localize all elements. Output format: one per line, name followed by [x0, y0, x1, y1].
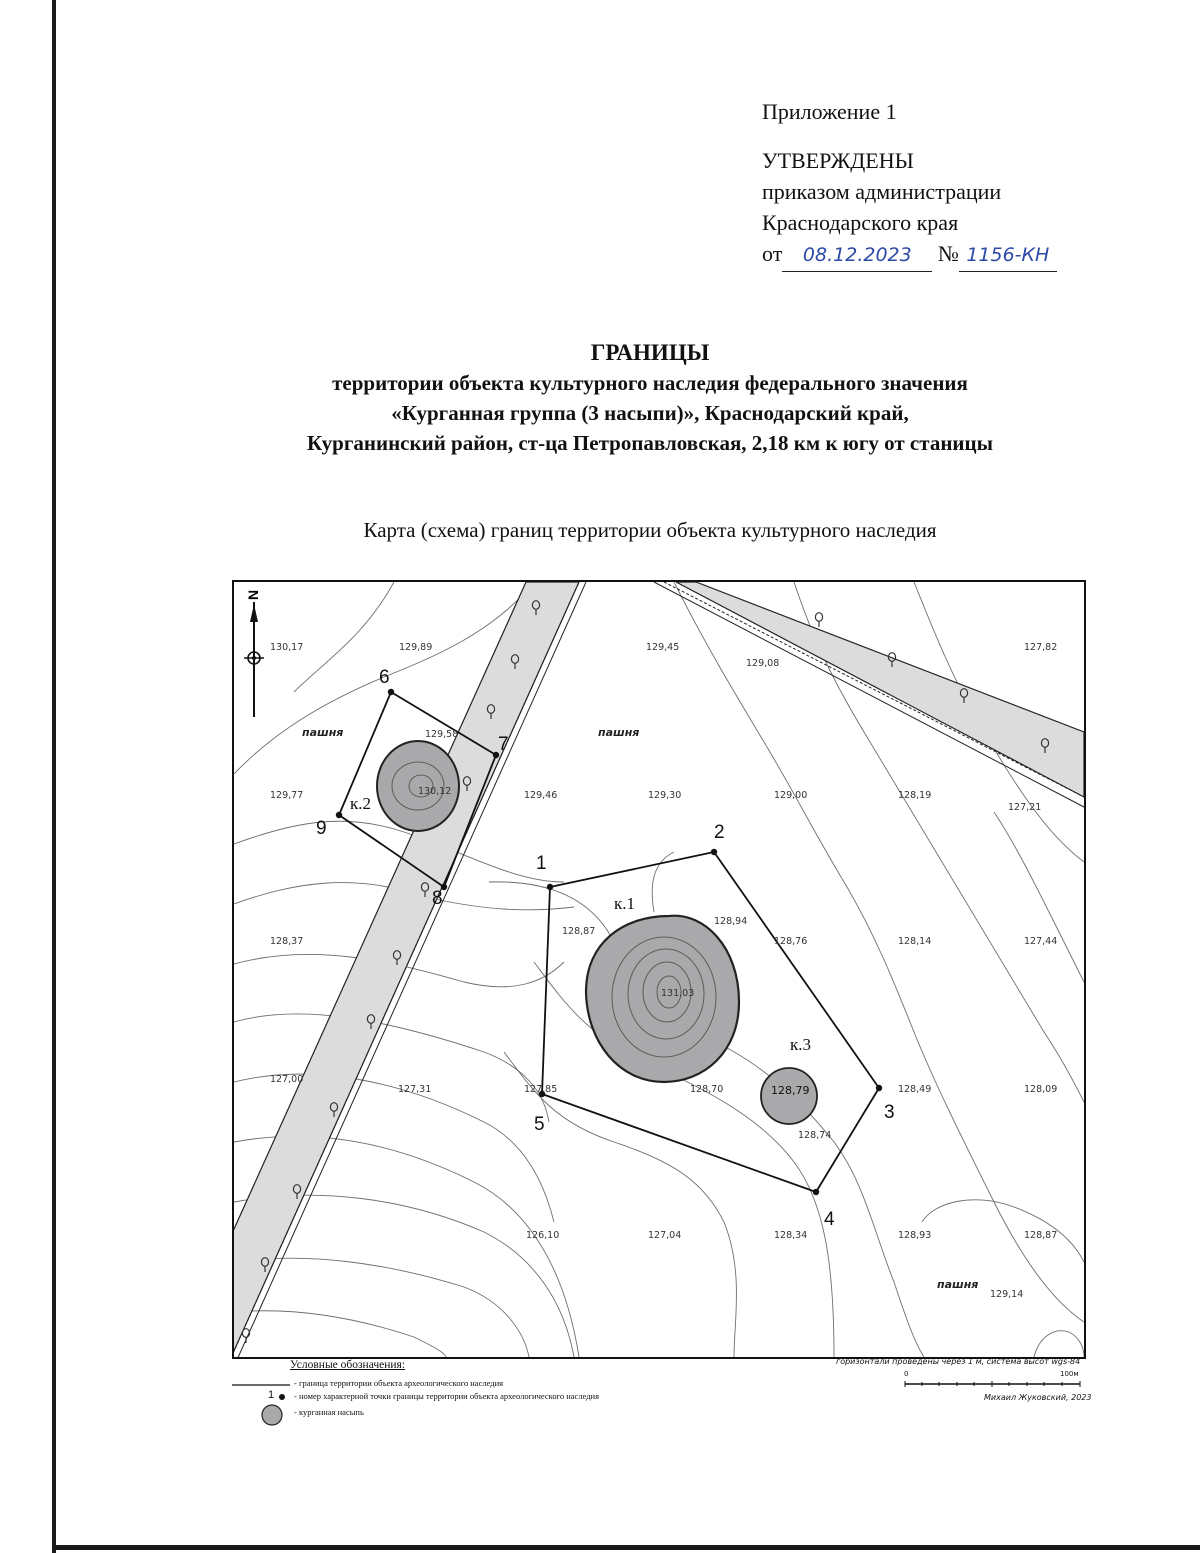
point-marker-icon [277, 1392, 287, 1402]
contour-note: горизонтали проведены через 1 м, система высот wgs-84 [836, 1357, 1081, 1366]
elevation-mark: 129,45 [646, 642, 680, 653]
elevation-mark: 129,00 [774, 790, 808, 801]
land-label: пашня [302, 726, 344, 739]
scale-max: 100м [1060, 1370, 1079, 1378]
elevation-mark: 127,04 [648, 1230, 682, 1241]
elevation-mark: 128,14 [898, 936, 932, 947]
mound-label-k3: к.3 [790, 1035, 812, 1054]
title-line-1: территории объекта культурного наследия федерального значения [332, 371, 968, 395]
elevation-mark: 128,09 [1024, 1084, 1058, 1095]
legend-point-number: 1 [268, 1389, 275, 1401]
elevation-mark: 128,93 [898, 1230, 932, 1241]
approval-date: 08.12.2023 [782, 240, 932, 272]
from-label: от [762, 241, 783, 266]
point-marker [336, 812, 342, 818]
elevation-mark: 128,87 [1024, 1230, 1058, 1241]
map-canvas [234, 582, 1084, 1357]
elevation-mark: 127,21 [1008, 802, 1042, 813]
map-author: Михаил Жуковский, 2023 [984, 1393, 1092, 1402]
elevation-mark: 128,79 [771, 1084, 810, 1097]
point-number-6: 6 [379, 667, 390, 688]
title-line-2: «Курганная группа (3 насыпи)», Краснодарский край, [391, 401, 909, 425]
elevation-mark: 128,87 [562, 926, 596, 937]
elevation-mark: 129,46 [524, 790, 558, 801]
elevation-mark: 127,44 [1024, 936, 1058, 947]
title-line-3: Курганинский район, ст-ца Петропавловская, 2,18 км к югу от станицы [306, 431, 994, 455]
scale-zero: 0 [904, 1370, 909, 1378]
elevation-mark: 127,00 [270, 1074, 304, 1085]
elevation-mark: 129,89 [399, 642, 433, 653]
elevation-mark: 128,37 [270, 936, 304, 947]
point-marker [711, 849, 717, 855]
mound-icon [260, 1403, 286, 1427]
elevation-mark: 129,58 [425, 729, 459, 740]
legend-point-text: - номер характерной точки границы территории объекта археологического наследия [294, 1391, 600, 1401]
approval-line-2: Краснодарского края [762, 210, 959, 235]
scan-bottom-edge [52, 1545, 1200, 1550]
elevation-mark: 129,30 [648, 790, 682, 801]
scan-left-edge [52, 0, 56, 1553]
legend-mound-text: - курганная насыпь [294, 1407, 364, 1417]
elevation-mark: 128,34 [774, 1230, 808, 1241]
point-number-7: 7 [498, 734, 509, 755]
elevation-mark: 129,08 [746, 658, 780, 669]
point-number-2: 2 [714, 822, 725, 843]
point-marker [388, 689, 394, 695]
elevation-mark: 127,85 [524, 1084, 558, 1095]
elevation-mark: 129,14 [990, 1289, 1024, 1300]
boundary-map [232, 580, 1086, 1359]
appendix-label: Приложение 1 [762, 99, 897, 124]
road-edge-ne [654, 582, 1084, 807]
road-line-ne [664, 582, 1084, 797]
north-arrow-icon [244, 590, 264, 717]
approval-block [762, 96, 1057, 272]
forest-strip-ne [676, 582, 1084, 797]
point-number-9: 9 [316, 818, 327, 839]
elevation-mark: 129,77 [270, 790, 304, 801]
point-marker [813, 1189, 819, 1195]
mound-label-k1: к.1 [614, 894, 636, 913]
approval-number: 1156-КН [959, 240, 1057, 272]
tree-icon [242, 1329, 249, 1343]
document-title [100, 338, 1200, 458]
land-label: пашня [598, 726, 640, 739]
tree-icon [815, 613, 822, 627]
elevation-mark: 127,31 [398, 1084, 432, 1095]
boundary-line-icon [232, 1380, 292, 1390]
legend-title: Условные обозначения: [290, 1359, 406, 1371]
elevation-mark: 128,76 [774, 936, 808, 947]
elevation-mark: 130,12 [418, 786, 452, 797]
elevation-mark: 128,49 [898, 1084, 932, 1095]
land-label: пашня [937, 1278, 979, 1291]
approval-line-1: приказом администрации [762, 179, 1002, 204]
elevation-mark: 128,70 [690, 1084, 724, 1095]
elevation-mark: 130,17 [270, 642, 304, 653]
number-label: № [937, 241, 959, 266]
point-marker [876, 1085, 882, 1091]
elevation-mark: 128,94 [714, 916, 748, 927]
elevation-mark: 126,10 [526, 1230, 560, 1241]
north-label: N [245, 589, 261, 600]
elevation-mark: 127,82 [1024, 642, 1058, 653]
point-number-3: 3 [884, 1102, 895, 1123]
elevation-mark: 128,74 [798, 1130, 832, 1141]
point-marker [547, 884, 553, 890]
point-number-4: 4 [824, 1209, 835, 1230]
point-number-5: 5 [534, 1114, 545, 1135]
elevation-mark: 131,03 [661, 988, 695, 999]
legend-boundary-text: - граница территории объекта археологического наследия [294, 1378, 504, 1388]
approval-date-line [762, 238, 1057, 272]
point-number-1: 1 [536, 853, 547, 874]
approved-label: УТВЕРЖДЕНЫ [762, 148, 914, 173]
elevation-mark: 128,19 [898, 790, 932, 801]
point-number-8: 8 [432, 888, 443, 909]
title-heading: ГРАНИЦЫ [590, 340, 710, 365]
map-subtitle: Карта (схема) границ территории объекта культурного наследия [363, 518, 937, 542]
mound-label-k2: к.2 [350, 794, 372, 813]
